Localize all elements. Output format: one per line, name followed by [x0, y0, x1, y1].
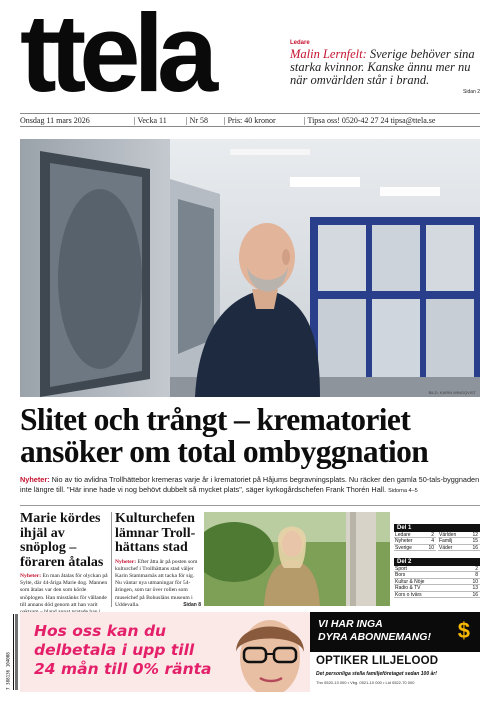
ad-brand-panel	[310, 612, 480, 692]
editorial-quote: Sverige behöver sina starka kvinnor. Kanske ännu mer nu när omvärlden står i brand.	[290, 47, 475, 87]
contents-index	[394, 522, 480, 598]
issue-date: Onsdag 11 mars 2026	[20, 116, 90, 125]
story-culture-chief-body	[115, 559, 201, 609]
index-item[interactable]: Väder 16	[439, 544, 478, 551]
woman-outdoors-illustration	[204, 512, 390, 606]
ad-tagline: Det personliga stella familjeföretaget sedan 100 år!	[316, 671, 437, 677]
editorial-author: Malin Lernfelt:	[290, 47, 367, 61]
dollar-icon: $	[457, 618, 470, 643]
main-story-summary	[20, 475, 480, 496]
ad-line1: Hos oss kan du	[34, 622, 167, 640]
story-culture-chief-text: Efter åtta år på posten som kulturchef i Trollhättans stad väljer Karin Stammarnäs att tacka för sig. Nu väntar nya utmaningar för 54-åringen, som tar över rollen som museichef på Bohusläns museum i Uddevalla.	[115, 558, 198, 608]
ad-no-subscription-text	[318, 618, 431, 644]
index-part2-list	[394, 566, 480, 598]
index-item[interactable]: Bors 8	[395, 572, 478, 579]
issue-number: | Nr 58	[186, 116, 209, 125]
story-snowplow-headline: Marie kördes ihjäl av snöplog – föraren åtalas	[20, 511, 104, 570]
index-item[interactable]: Familj 15	[439, 538, 478, 545]
index-item[interactable]: Kors o tvärs 16	[395, 591, 478, 598]
index-part1-list	[394, 532, 480, 552]
index-item[interactable]: Radio & TV 13	[395, 585, 478, 592]
main-headline[interactable]	[20, 404, 480, 468]
column-divider	[111, 512, 112, 607]
index-part1-header: Del 1	[394, 524, 480, 532]
masthead	[0, 0, 500, 115]
story-culture-chief-page-ref: Sidan 8	[183, 601, 201, 608]
story-culture-chief[interactable]	[115, 512, 201, 609]
editorial-text	[290, 48, 480, 87]
index-item[interactable]: Sverige 10	[395, 544, 434, 551]
index-item[interactable]: Sport 2	[395, 566, 478, 572]
optician-advertisement[interactable]	[20, 612, 480, 692]
editorial-kicker: Ledare	[290, 40, 310, 46]
index-item[interactable]: Världen 12	[439, 532, 478, 538]
ad-line2: delbetala i upp till	[34, 641, 195, 659]
issue-week: | Vecka 11	[134, 116, 167, 125]
ad-right-line2: DYRA ABONNEMANG!	[318, 631, 431, 643]
ad-financing-panel	[20, 612, 310, 692]
main-story-kicker: Nyheter:	[20, 475, 50, 484]
section-divider	[20, 505, 480, 506]
ad-brand-box	[310, 652, 480, 692]
barcode	[6, 612, 18, 692]
ad-line3: 24 mån till 0% ränta	[34, 660, 212, 678]
main-story-text: Nio av tio avlidna Trollhättebor kremeras varje år i krematoriet på Håjums begravningsplats. Nu räcker den gamla 50-tals-byggnaden inte längre till. "Här inne hade vi nog behövt dubbelt så mycket plats", säger kyrkogårdschefen Frank Thorén Hall.	[20, 475, 480, 494]
woman-glasses-icon	[220, 612, 310, 692]
index-part2-header: Del 2	[394, 558, 480, 566]
story-culture-chief-headline: Kulturchefen lämnar Troll-hättans stad	[115, 511, 196, 555]
story-snowplow-text: En man åtalas för olyckan på Sylte, där 44-åriga Marie dog. Mannen som åtalas var den som körde snöplogen. Han misstänks för vållande till annans död genom att han varit	[20, 573, 108, 608]
main-headline-line2: ansöker om total ombyggnation	[20, 434, 429, 469]
newspaper-logo[interactable]: ttela	[20, 0, 212, 115]
issue-info-bar	[20, 113, 480, 127]
issue-price: | Pris: 40 kronor	[224, 116, 276, 125]
ad-financing-text	[34, 622, 211, 679]
hero-photo[interactable]	[20, 139, 480, 397]
story-culture-chief-kicker: Nyheter:	[115, 558, 137, 565]
barcode-digits: 7 388136 104008	[6, 652, 11, 690]
main-headline-line1: Slitet och trångt – krematoriet	[20, 402, 411, 437]
index-item[interactable]: Kultur & Nöje 10	[395, 578, 478, 585]
story-snowplow-kicker: Nyheter:	[20, 573, 42, 579]
ad-brand-name: OPTIKER LILJELOOD	[316, 655, 439, 667]
photo-credit: BILD: KARIN WINGQVIST	[428, 390, 476, 395]
main-story-page-ref: Sidorna 4–5	[388, 488, 418, 494]
ad-phone-numbers: Thn 0520-13 000 • Vbg. 0521-10 000 • Lid 0522-70 000	[316, 680, 415, 685]
crematorium-photo-illustration	[20, 139, 480, 397]
index-item[interactable]: Nyheter 4	[395, 538, 434, 545]
editorial-teaser[interactable]	[290, 40, 480, 95]
editorial-page-ref: Sidan 2	[463, 89, 480, 95]
index-item[interactable]: Ledare 2	[395, 532, 434, 538]
story-snowplow[interactable]	[20, 512, 108, 623]
tips-contact[interactable]: | Tipsa oss! 0520-42 27 24 tipsa@ttela.se	[304, 116, 436, 125]
ad-right-line1: VI HAR INGA	[318, 618, 383, 630]
culture-chief-photo[interactable]	[204, 512, 390, 606]
